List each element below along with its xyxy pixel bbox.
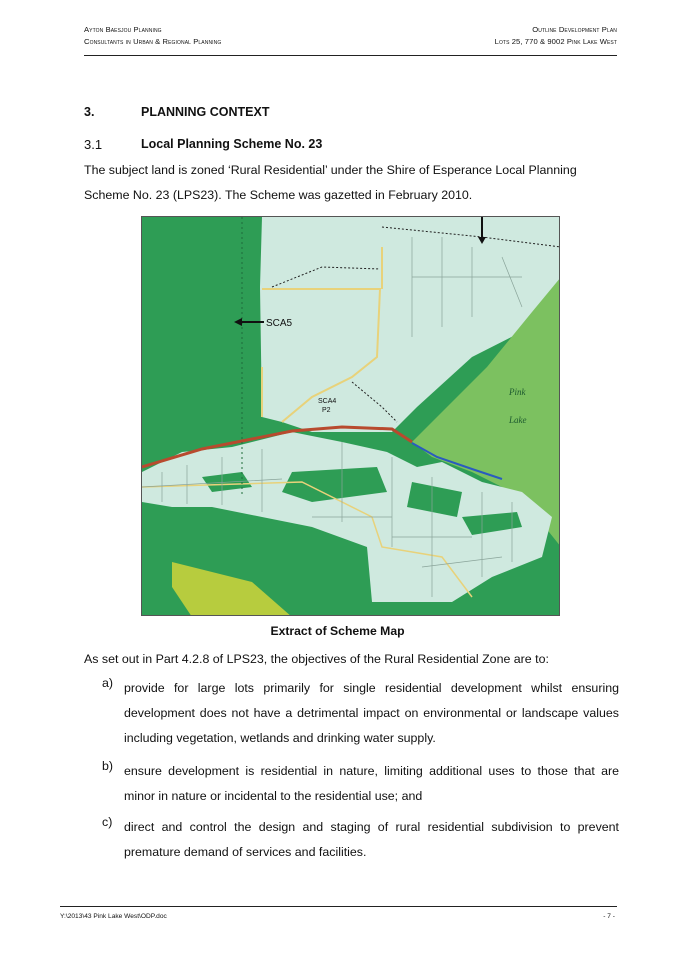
map-caption: Extract of Scheme Map [270,624,405,638]
label-lake: Lake [509,415,527,425]
header-left [84,24,221,48]
label-sca5: SCA5 [266,318,293,329]
scheme-map [141,216,560,616]
list-text: direct and control the design and staging of rural residential subdivision to prevent premature demand of services and facilities. [124,820,619,859]
subsection-number: 3.1 [84,137,103,152]
list-marker: a) [102,676,114,690]
footer-page-number: - 7 - [603,913,615,920]
section-number: 3. [84,105,95,119]
intro-paragraph: The subject land is zoned ‘Rural Residential’ under the Shire of Esperance Local Planning Scheme No. 23 (LPS23). The Scheme was gazetted in February 2010. [84,163,577,202]
label-pink: Pink [509,387,526,397]
header-doc-title: Outline Development Plan [532,25,617,34]
list-text: provide for large lots primarily for single residential development whilst ensuring development does not have a detrimental impact on environmental or landscape values including vegetation, wetlands and drinking water supply. [124,681,619,745]
section-title: PLANNING CONTEXT [141,105,270,119]
footer-file-path: Y:\2013\43 Pink Lake West\ODP.doc [60,913,167,920]
header-company: Ayton Baesjou Planning [84,25,162,34]
label-p2: P2 [322,407,331,414]
list-marker: b) [102,759,114,773]
label-sca4: SCA4 [318,398,337,405]
subsection-title: Local Planning Scheme No. 23 [141,137,323,151]
objectives-intro: As set out in Part 4.2.8 of LPS23, the objectives of the Rural Residential Zone are to: [84,652,549,666]
header-doc-lots: Lots 25, 770 & 9002 Pink Lake West [494,37,617,46]
header-right [495,24,617,48]
list-marker: c) [102,815,113,829]
scheme-map-graphic [142,217,560,616]
list-text: ensure development is residential in nature, limiting additional uses to those that are minor in nature or incidental to the residential use; and [124,764,619,803]
header-tagline: Consultants in Urban & Regional Planning [84,37,222,46]
header-rule [84,55,617,56]
footer-rule [60,906,617,907]
